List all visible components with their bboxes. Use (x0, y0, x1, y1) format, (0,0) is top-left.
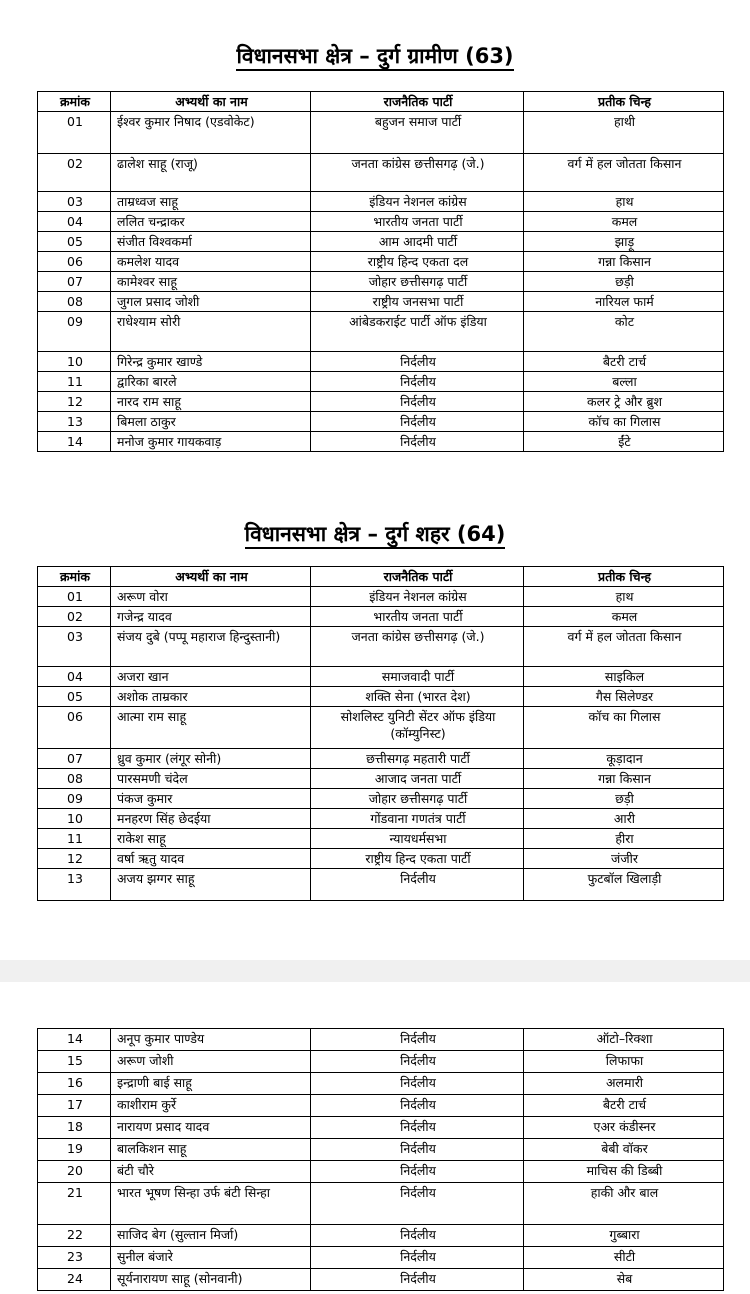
party-cell: आजाद जनता पार्टी (311, 769, 524, 789)
candidate-name-cell: मनहरण सिंह छेदईया (111, 809, 311, 829)
table-row (38, 1225, 724, 1247)
serial-number-cell: 04 (38, 667, 111, 687)
serial-number-cell: 01 (38, 112, 111, 154)
serial-number-cell: 06 (38, 707, 111, 749)
table-row (38, 232, 724, 252)
candidate-name-cell: जुगल प्रसाद जोशी (111, 292, 311, 312)
serial-number-cell: 05 (38, 232, 111, 252)
serial-number-cell: 23 (38, 1247, 111, 1269)
party-cell: निर्दलीय (311, 352, 524, 372)
serial-number-cell: 18 (38, 1117, 111, 1139)
table-row (38, 312, 724, 352)
candidate-name-cell: राधेश्याम सोरी (111, 312, 311, 352)
header-symbol: प्रतीक चिन्ह (524, 92, 724, 112)
symbol-cell: नारियल फार्म (524, 292, 724, 312)
symbol-cell: एअर कंडीस्नर (524, 1117, 724, 1139)
table-row (38, 627, 724, 667)
table-row (38, 829, 724, 849)
symbol-cell: हाथ (524, 192, 724, 212)
table-row (38, 1051, 724, 1073)
symbol-cell: हाकी और बाल (524, 1183, 724, 1225)
section-title-durg-rural: विधानसभा क्षेत्र – दुर्ग ग्रामीण (63) (0, 42, 750, 70)
serial-number-cell: 14 (38, 1029, 111, 1051)
header-party: राजनैतिक पार्टी (311, 567, 524, 587)
candidate-name-cell: कामेश्वर साहू (111, 272, 311, 292)
party-cell: इंडियन नेशनल कांग्रेस (311, 587, 524, 607)
candidate-name-cell: ताम्रध्वज साहू (111, 192, 311, 212)
page-separator (0, 960, 750, 982)
symbol-cell: हाथी (524, 112, 724, 154)
party-cell: राष्ट्रीय हिन्द एकता दल (311, 252, 524, 272)
table-row (38, 1247, 724, 1269)
serial-number-cell: 10 (38, 352, 111, 372)
symbol-cell: सीटी (524, 1247, 724, 1269)
table-row (38, 707, 724, 749)
candidate-name-cell: ढालेश साहू (राजू) (111, 154, 311, 192)
candidate-name-cell: अनूप कुमार पाण्डेय (111, 1029, 311, 1051)
table-row (38, 667, 724, 687)
candidate-name-cell: ईश्वर कुमार निषाद (एडवोकेट) (111, 112, 311, 154)
document-page-2 (0, 982, 750, 1294)
party-cell: निर्दलीय (311, 869, 524, 901)
serial-number-cell: 03 (38, 627, 111, 667)
table-row (38, 869, 724, 901)
serial-number-cell: 10 (38, 809, 111, 829)
table-row (38, 412, 724, 432)
candidate-name-cell: द्वारिका बारले (111, 372, 311, 392)
serial-number-cell: 02 (38, 607, 111, 627)
serial-number-cell: 01 (38, 587, 111, 607)
symbol-cell: ईंटे (524, 432, 724, 452)
candidate-name-cell: अजरा खान (111, 667, 311, 687)
candidate-name-cell: सूर्यनारायण साहू (सोनवानी) (111, 1269, 311, 1291)
table-row (38, 1029, 724, 1051)
symbol-cell: लिफाफा (524, 1051, 724, 1073)
symbol-cell: सेब (524, 1269, 724, 1291)
symbol-cell: बैटरी टार्च (524, 1095, 724, 1117)
section-title-durg-city: विधानसभा क्षेत्र – दुर्ग शहर (64) (0, 520, 750, 548)
party-cell: निर्दलीय (311, 1269, 524, 1291)
table-row (38, 352, 724, 372)
table-row (38, 1183, 724, 1225)
serial-number-cell: 15 (38, 1051, 111, 1073)
symbol-cell: हाथ (524, 587, 724, 607)
table-row (38, 212, 724, 232)
table-header-row (38, 567, 724, 587)
candidate-name-cell: गिरेन्द्र कुमार खाण्डे (111, 352, 311, 372)
symbol-cell: गन्ना किसान (524, 252, 724, 272)
serial-number-cell: 13 (38, 869, 111, 901)
serial-number-cell: 14 (38, 432, 111, 452)
symbol-cell: बेबी वॉकर (524, 1139, 724, 1161)
symbol-cell: कोट (524, 312, 724, 352)
party-cell: निर्दलीय (311, 1161, 524, 1183)
candidate-name-cell: बिमला ठाकुर (111, 412, 311, 432)
candidate-name-cell: नारायण प्रसाद यादव (111, 1117, 311, 1139)
party-cell: राष्ट्रीय हिन्द एकता पार्टी (311, 849, 524, 869)
table-row (38, 789, 724, 809)
header-serial: क्रमांक (38, 567, 111, 587)
party-cell: निर्दलीय (311, 412, 524, 432)
party-cell: निर्दलीय (311, 1095, 524, 1117)
symbol-cell: गैस सिलेण्डर (524, 687, 724, 707)
serial-number-cell: 20 (38, 1161, 111, 1183)
symbol-cell: कॉच का गिलास (524, 412, 724, 432)
serial-number-cell: 24 (38, 1269, 111, 1291)
candidate-name-cell: पंकज कुमार (111, 789, 311, 809)
candidate-name-cell: कमलेश यादव (111, 252, 311, 272)
symbol-cell: आरी (524, 809, 724, 829)
candidates-table-durg-rural (37, 91, 724, 452)
table-row (38, 1161, 724, 1183)
candidate-name-cell: अजय झग्गर साहू (111, 869, 311, 901)
candidate-name-cell: साजिद बेग (सुल्तान मिर्जा) (111, 1225, 311, 1247)
serial-number-cell: 21 (38, 1183, 111, 1225)
table-row (38, 1139, 724, 1161)
party-cell: गोंडवाना गणतंत्र पार्टी (311, 809, 524, 829)
symbol-cell: अलमारी (524, 1073, 724, 1095)
table-header-row (38, 92, 724, 112)
candidate-name-cell: संजय दुबे (पप्पू महाराज हिन्दुस्तानी) (111, 627, 311, 667)
table-row (38, 769, 724, 789)
header-symbol: प्रतीक चिन्ह (524, 567, 724, 587)
symbol-cell: फुटबॉल खिलाड़ी (524, 869, 724, 901)
party-cell: जनता कांग्रेस छत्तीसगढ़ (जे.) (311, 154, 524, 192)
symbol-cell: वर्ग में हल जोतता किसान (524, 154, 724, 192)
candidate-name-cell: ललित चन्द्राकर (111, 212, 311, 232)
table-row (38, 372, 724, 392)
serial-number-cell: 02 (38, 154, 111, 192)
table-row (38, 809, 724, 829)
party-cell: छत्तीसगढ़ महतारी पार्टी (311, 749, 524, 769)
party-cell: निर्दलीय (311, 372, 524, 392)
table-row (38, 1073, 724, 1095)
serial-number-cell: 12 (38, 849, 111, 869)
symbol-cell: ऑटो–रिक्शा (524, 1029, 724, 1051)
party-cell: जोहार छत्तीसगढ़ पार्टी (311, 272, 524, 292)
party-cell: आंबेडकराईट पार्टी ऑफ इंडिया (311, 312, 524, 352)
candidate-name-cell: आत्मा राम साहू (111, 707, 311, 749)
serial-number-cell: 04 (38, 212, 111, 232)
symbol-cell: गन्ना किसान (524, 769, 724, 789)
party-cell: निर्दलीय (311, 432, 524, 452)
serial-number-cell: 03 (38, 192, 111, 212)
table-row (38, 252, 724, 272)
party-cell: आम आदमी पार्टी (311, 232, 524, 252)
party-cell: निर्दलीय (311, 392, 524, 412)
header-serial: क्रमांक (38, 92, 111, 112)
candidate-name-cell: ध्रुव कुमार (लंगूर सोनी) (111, 749, 311, 769)
party-cell: सोशलिस्ट युनिटी सेंटर ऑफ इंडिया (कॉम्युनिस्ट) (311, 707, 524, 749)
table-row (38, 1117, 724, 1139)
party-cell: निर्दलीय (311, 1247, 524, 1269)
candidate-name-cell: काशीराम कुर्रे (111, 1095, 311, 1117)
party-cell: निर्दलीय (311, 1117, 524, 1139)
symbol-cell: माचिस की डिब्बी (524, 1161, 724, 1183)
symbol-cell: कमल (524, 607, 724, 627)
serial-number-cell: 17 (38, 1095, 111, 1117)
candidate-name-cell: वर्षा ऋतु यादव (111, 849, 311, 869)
table-row (38, 687, 724, 707)
party-cell: जोहार छत्तीसगढ़ पार्टी (311, 789, 524, 809)
candidates-table-durg-city-continued (37, 1028, 724, 1291)
party-cell: निर्दलीय (311, 1029, 524, 1051)
table-row (38, 432, 724, 452)
symbol-cell: साइकिल (524, 667, 724, 687)
candidate-name-cell: संजीत विश्वकर्मा (111, 232, 311, 252)
table-row (38, 587, 724, 607)
serial-number-cell: 11 (38, 372, 111, 392)
symbol-cell: बल्ला (524, 372, 724, 392)
table-row (38, 749, 724, 769)
serial-number-cell: 08 (38, 292, 111, 312)
serial-number-cell: 11 (38, 829, 111, 849)
serial-number-cell: 16 (38, 1073, 111, 1095)
party-cell: निर्दलीय (311, 1225, 524, 1247)
candidate-name-cell: राकेश साहू (111, 829, 311, 849)
symbol-cell: कलर ट्रे और ब्रुश (524, 392, 724, 412)
table-row (38, 192, 724, 212)
table-row (38, 112, 724, 154)
header-party: राजनैतिक पार्टी (311, 92, 524, 112)
party-cell: भारतीय जनता पार्टी (311, 607, 524, 627)
party-cell: निर्दलीय (311, 1183, 524, 1225)
header-candidate: अभ्यर्थी का नाम (111, 92, 311, 112)
party-cell: न्यायधर्मसभा (311, 829, 524, 849)
symbol-cell: छड़ी (524, 272, 724, 292)
serial-number-cell: 09 (38, 789, 111, 809)
candidate-name-cell: गजेन्द्र यादव (111, 607, 311, 627)
table-row (38, 607, 724, 627)
symbol-cell: गुब्बारा (524, 1225, 724, 1247)
serial-number-cell: 22 (38, 1225, 111, 1247)
party-cell: बहुजन समाज पार्टी (311, 112, 524, 154)
symbol-cell: वर्ग में हल जोतता किसान (524, 627, 724, 667)
candidate-name-cell: सुनील बंजारे (111, 1247, 311, 1269)
symbol-cell: हीरा (524, 829, 724, 849)
party-cell: समाजवादी पार्टी (311, 667, 524, 687)
candidate-name-cell: भारत भूषण सिन्हा उर्फ बंटी सिन्हा (111, 1183, 311, 1225)
candidate-name-cell: नारद राम साहू (111, 392, 311, 412)
serial-number-cell: 08 (38, 769, 111, 789)
party-cell: निर्दलीय (311, 1139, 524, 1161)
candidate-name-cell: मनोज कुमार गायकवाड़ (111, 432, 311, 452)
symbol-cell: कमल (524, 212, 724, 232)
table-row (38, 272, 724, 292)
party-cell: निर्दलीय (311, 1073, 524, 1095)
serial-number-cell: 07 (38, 749, 111, 769)
candidate-name-cell: बालकिशन साहू (111, 1139, 311, 1161)
candidate-name-cell: इन्द्राणी बाई साहू (111, 1073, 311, 1095)
candidate-name-cell: अरूण वोरा (111, 587, 311, 607)
candidate-name-cell: अशोक ताम्रकार (111, 687, 311, 707)
symbol-cell: छड़ी (524, 789, 724, 809)
party-cell: शक्ति सेना (भारत देश) (311, 687, 524, 707)
table-row (38, 392, 724, 412)
symbol-cell: कॉच का गिलास (524, 707, 724, 749)
table-row (38, 1095, 724, 1117)
candidate-name-cell: अरूण जोशी (111, 1051, 311, 1073)
symbol-cell: कूड़ादान (524, 749, 724, 769)
serial-number-cell: 13 (38, 412, 111, 432)
symbol-cell: बैटरी टार्च (524, 352, 724, 372)
symbol-cell: झाड़ू (524, 232, 724, 252)
candidate-name-cell: बंटी चौरे (111, 1161, 311, 1183)
serial-number-cell: 05 (38, 687, 111, 707)
candidates-table-durg-city (37, 566, 724, 901)
table-row (38, 849, 724, 869)
party-cell: इंडियन नेशनल कांग्रेस (311, 192, 524, 212)
party-cell: निर्दलीय (311, 1051, 524, 1073)
serial-number-cell: 06 (38, 252, 111, 272)
party-cell: जनता कांग्रेस छत्तीसगढ़ (जे.) (311, 627, 524, 667)
candidate-name-cell: पारसमणी चंदेल (111, 769, 311, 789)
header-candidate: अभ्यर्थी का नाम (111, 567, 311, 587)
party-cell: भारतीय जनता पार्टी (311, 212, 524, 232)
symbol-cell: जंजीर (524, 849, 724, 869)
party-cell: राष्ट्रीय जनसभा पार्टी (311, 292, 524, 312)
serial-number-cell: 07 (38, 272, 111, 292)
table-row (38, 154, 724, 192)
serial-number-cell: 19 (38, 1139, 111, 1161)
serial-number-cell: 09 (38, 312, 111, 352)
serial-number-cell: 12 (38, 392, 111, 412)
table-row (38, 292, 724, 312)
table-row (38, 1269, 724, 1291)
